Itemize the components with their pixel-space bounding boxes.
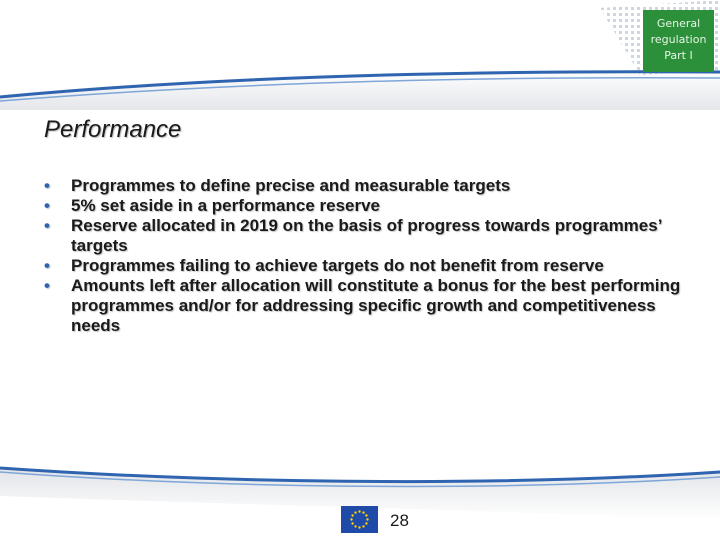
section-tag	[643, 10, 714, 72]
bullet-item: • Programmes failing to achieve targets do not benefit from reserve	[44, 256, 684, 276]
flag-star	[358, 526, 360, 528]
tag-line: regulation	[650, 33, 707, 46]
flag-star	[365, 522, 367, 524]
flag-star	[350, 518, 352, 520]
flag-star	[354, 525, 356, 527]
flag-star	[362, 511, 364, 513]
flag-star	[354, 511, 356, 513]
slide-title: Performance	[44, 116, 182, 143]
bullet-item: • Amounts left after allocation will constitute a bonus for the best performing programmes and/or for addressing specific growth and competitiveness needs	[44, 276, 684, 336]
page-number: 28	[390, 511, 409, 530]
header-wave	[0, 0, 720, 110]
flag-star	[358, 510, 360, 512]
bullet-list	[44, 176, 684, 336]
eu-flag-icon	[341, 506, 378, 533]
tag-line: General	[656, 17, 701, 30]
bullet-item: • Reserve allocated in 2019 on the basis of progress towards programmes’ targets	[44, 216, 684, 256]
bullet-item: • 5% set aside in a performance reserve	[44, 196, 684, 216]
bullet-item: • Programmes to define precise and measurable targets	[44, 176, 684, 196]
tag-line: Part I	[664, 49, 693, 62]
flag-star	[351, 514, 353, 516]
flag-star	[365, 514, 367, 516]
flag-star	[362, 525, 364, 527]
flag-star	[366, 518, 368, 520]
flag-star	[351, 522, 353, 524]
